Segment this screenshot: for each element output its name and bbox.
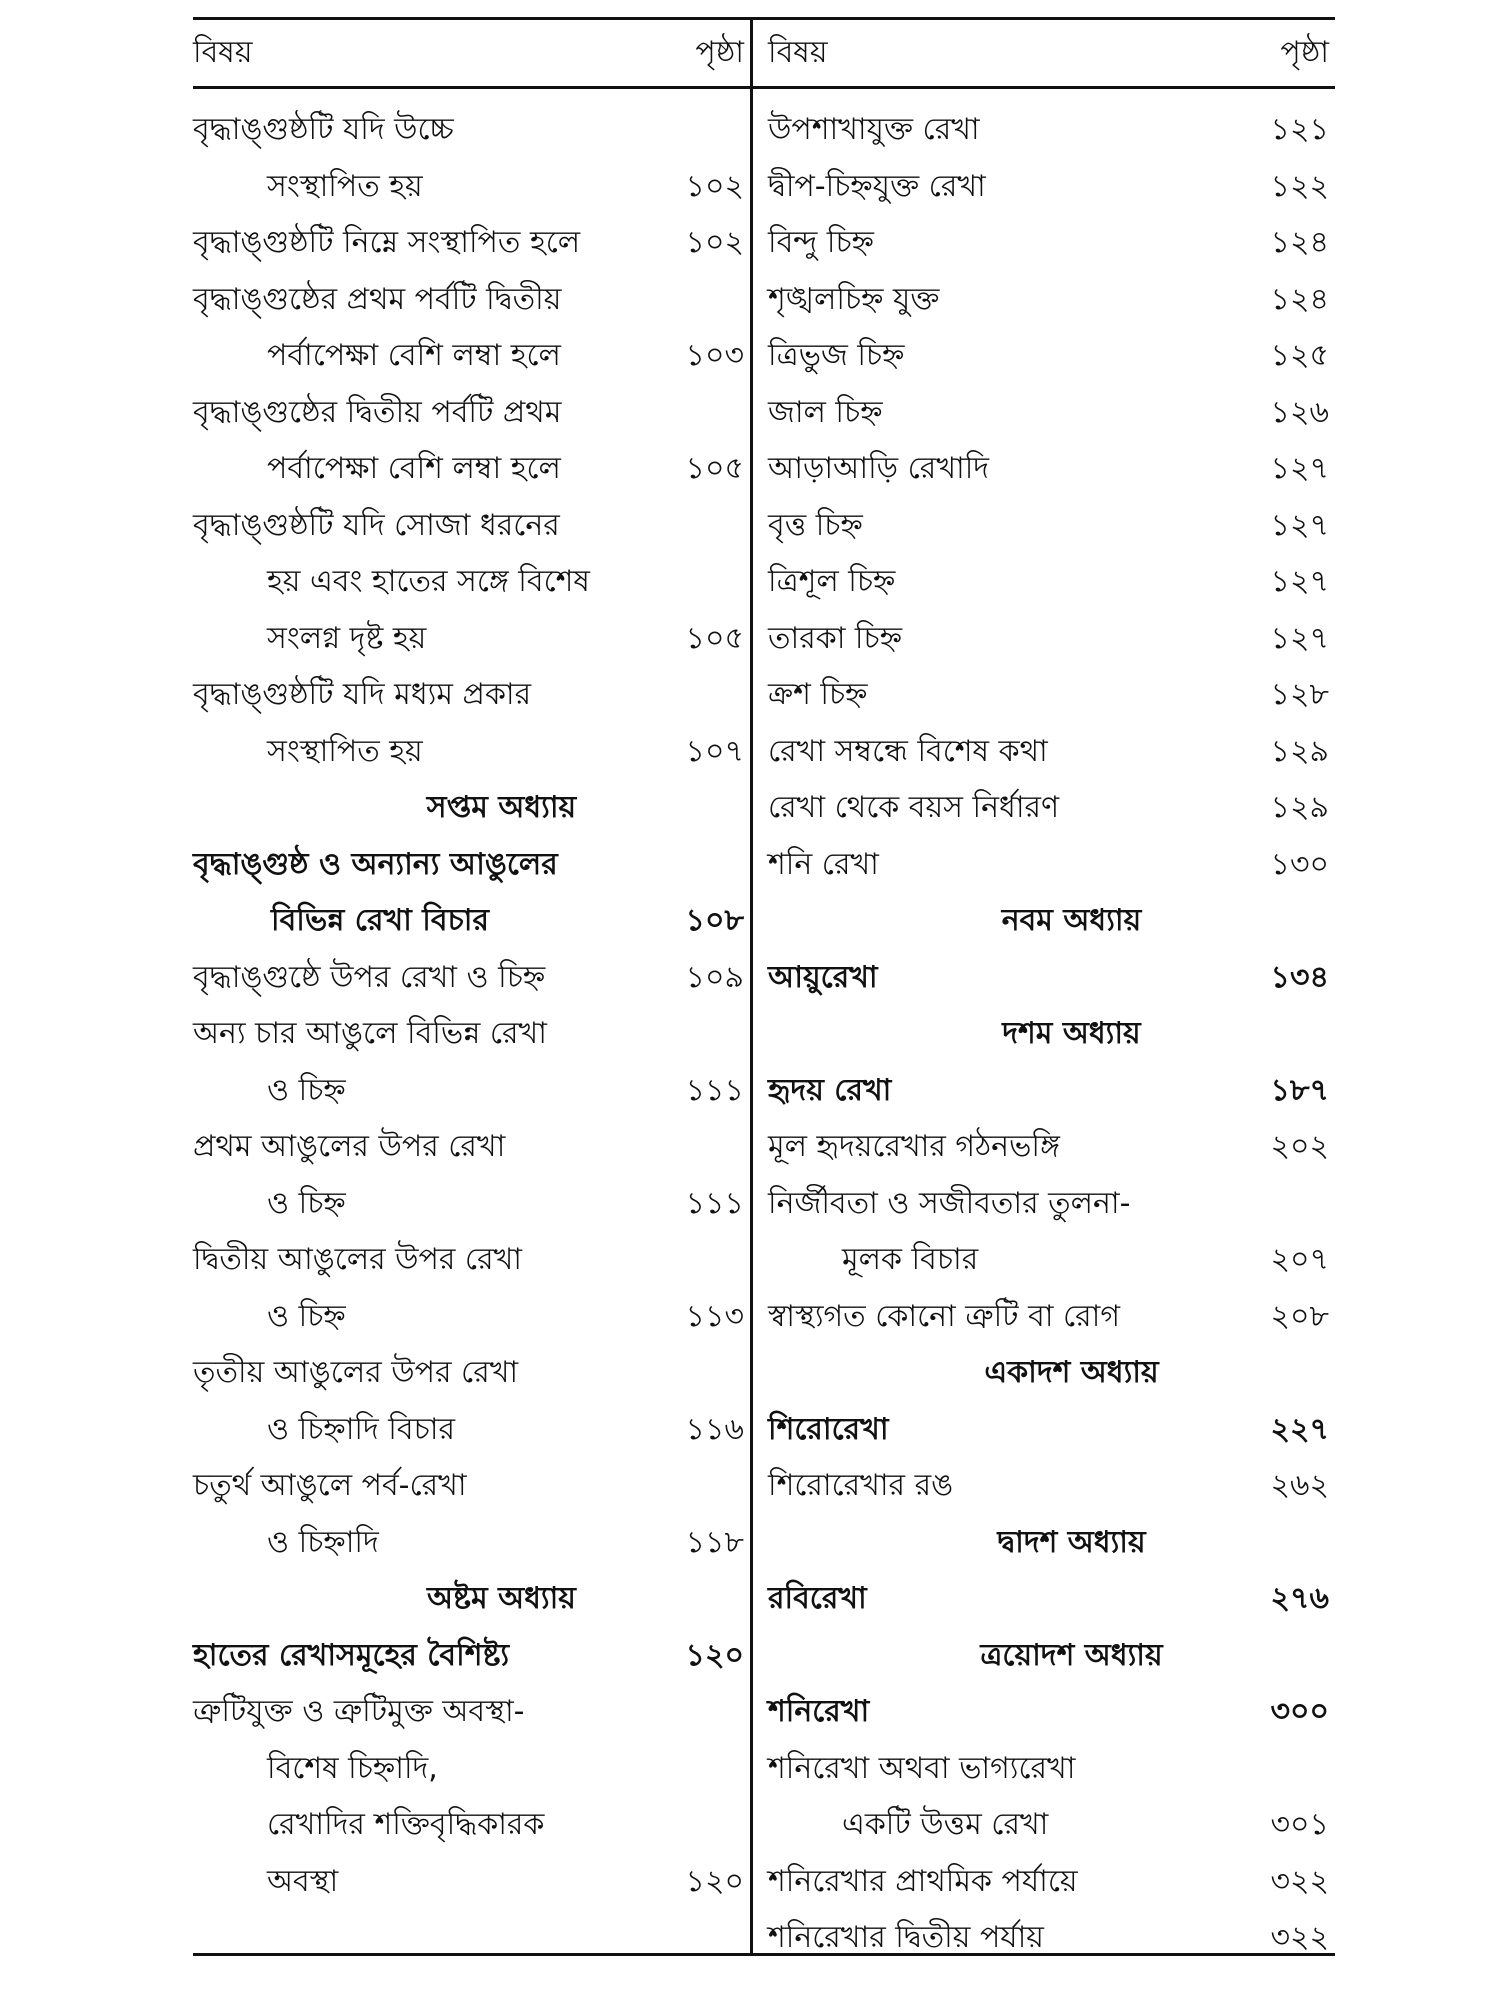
- toc-entry: [193, 1289, 750, 1346]
- entry-title: অন্য চার আঙুলে বিভিন্ন রেখা: [193, 1016, 547, 1051]
- entry-page-number: ২৬২: [1270, 1468, 1329, 1503]
- column-divider: [750, 17, 753, 1956]
- entry-title: রেখা সম্বন্ধে বিশেষ কথা: [768, 733, 1048, 769]
- toc-entry: [193, 1515, 750, 1572]
- entry-title: সংস্থাপিত হয়: [267, 733, 423, 769]
- entry-title: ও চিহ্ন: [267, 1298, 346, 1334]
- chapter-title: একাদশ অধ্যায়: [984, 1355, 1159, 1390]
- entry-title: দ্বিতীয় আঙুলের উপর রেখা: [193, 1242, 522, 1277]
- toc-entry: [768, 837, 1335, 894]
- toc-entry: [768, 724, 1335, 781]
- toc-right-column: [768, 0, 1335, 2000]
- entry-title: রেখাদির শক্তিবৃদ্ধিকারক: [267, 1807, 545, 1842]
- entry-title: মূলক বিচার: [842, 1242, 979, 1277]
- entry-page-number: ১২১: [1270, 112, 1329, 147]
- toc-entry: [193, 1402, 750, 1459]
- entry-page-number: ১১৮: [685, 1524, 744, 1560]
- toc-entry: [768, 667, 1335, 724]
- entry-title: তারকা চিহ্ন: [768, 620, 903, 656]
- left-entry-list: [193, 102, 750, 1910]
- toc-entry: [768, 1289, 1335, 1346]
- toc-entry: [768, 1232, 1335, 1289]
- toc-entry: [193, 385, 750, 442]
- right-entry-list: [768, 102, 1335, 1967]
- entry-page-number: ১২৭: [1270, 507, 1329, 543]
- toc-left-column: [193, 0, 750, 2000]
- entry-title: বৃদ্ধাঙ্গুষ্ঠটি নিম্নে সংস্থাপিত হলে: [193, 225, 581, 260]
- toc-entry: [768, 441, 1335, 498]
- entry-title: শনি রেখা: [768, 846, 879, 882]
- subject-heading: বিষয়: [768, 35, 828, 70]
- toc-entry: [193, 441, 750, 498]
- entry-page-number: ২২৭: [1270, 1411, 1329, 1447]
- entry-page-number: ১৩৪: [1270, 959, 1329, 995]
- entry-page-number: ১২৪: [1270, 281, 1329, 317]
- entry-title: বৃদ্ধাঙ্গুষ্ঠটি যদি উচ্চে: [193, 112, 454, 147]
- entry-title: বৃদ্ধাঙ্গুষ্ঠটি যদি মধ্যম প্রকার: [193, 677, 532, 712]
- toc-entry: [193, 554, 750, 611]
- entry-title: ক্রশ চিহ্ন: [768, 677, 868, 712]
- entry-page-number: ৩০০: [1270, 1694, 1329, 1729]
- entry-page-number: ২০৮: [1270, 1298, 1329, 1334]
- chapter-title: সপ্তম অধ্যায়: [426, 790, 577, 825]
- entry-page-number: ১০৩: [685, 338, 744, 373]
- entry-page-number: ১২৭: [1270, 564, 1329, 599]
- entry-page-number: ১০৫: [685, 620, 744, 656]
- chapter-title: দ্বাদশ অধ্যায়: [997, 1524, 1146, 1560]
- toc-entry: [768, 1458, 1335, 1515]
- toc-entry: [768, 1910, 1335, 1967]
- entry-page-number: ১২৪: [1270, 225, 1329, 260]
- chapter-heading: [768, 1345, 1335, 1402]
- entry-title: বিভিন্ন রেখা বিচার: [271, 903, 489, 938]
- toc-entry: [193, 1232, 750, 1289]
- entry-title: বৃত্ত চিহ্ন: [768, 507, 863, 543]
- toc-entry: [768, 102, 1335, 159]
- chapter-title: নবম অধ্যায়: [1001, 903, 1142, 938]
- entry-title: ও চিহ্নাদি বিচার: [267, 1411, 455, 1447]
- entry-title: শনিরেখার প্রাথমিক পর্যায়ে: [768, 1863, 1078, 1899]
- entry-title: বৃদ্ধাঙ্গুষ্ঠ ও অন্যান্য আঙুলের: [193, 846, 558, 882]
- entry-title: নির্জীবতা ও সজীবতার তুলনা-: [768, 1185, 1131, 1221]
- right-column-header: [768, 28, 1335, 78]
- toc-entry: [768, 1797, 1335, 1854]
- entry-title: সংলগ্ন দৃষ্ট হয়: [267, 620, 427, 656]
- entry-page-number: ১০২: [685, 168, 744, 204]
- entry-title: পর্বাপেক্ষা বেশি লম্বা হলে: [267, 451, 561, 486]
- chapter-heading: [193, 1571, 750, 1628]
- chapter-heading: [768, 1515, 1335, 1572]
- toc-entry: [193, 1458, 750, 1515]
- toc-entry: [193, 611, 750, 668]
- toc-entry: [193, 272, 750, 329]
- entry-title: ত্রুটিযুক্ত ও ত্রুটিমুক্ত অবস্থা-: [193, 1694, 525, 1729]
- entry-title: ও চিহ্নাদি: [267, 1524, 379, 1560]
- entry-page-number: ৩০১: [1270, 1807, 1329, 1842]
- entry-page-number: ১১৩: [685, 1298, 744, 1334]
- toc-entry: [193, 1176, 750, 1233]
- toc-entry: [768, 780, 1335, 837]
- entry-page-number: ১০৯: [685, 959, 744, 995]
- entry-title: দ্বীপ-চিহ্নযুক্ত রেখা: [768, 168, 986, 204]
- entry-page-number: ১২০: [685, 1637, 744, 1673]
- entry-title: জাল চিহ্ন: [768, 394, 883, 430]
- toc-entry: [768, 554, 1335, 611]
- entry-page-number: ১০৮: [685, 903, 744, 938]
- entry-page-number: ১০৫: [685, 451, 744, 486]
- toc-entry: [193, 1741, 750, 1798]
- toc-entry: [193, 1006, 750, 1063]
- toc-entry: [768, 385, 1335, 442]
- entry-title: শৃঙ্খলচিহ্ন যুক্ত: [768, 281, 940, 317]
- toc-entry: [768, 272, 1335, 329]
- entry-page-number: ২৭৬: [1270, 1581, 1329, 1616]
- toc-entry: [193, 215, 750, 272]
- entry-title: ও চিহ্ন: [267, 1185, 346, 1221]
- entry-title: বৃদ্ধাঙ্গুষ্ঠের দ্বিতীয় পর্বটি প্রথম: [193, 394, 562, 430]
- page-heading: পৃষ্ঠা: [695, 35, 744, 70]
- entry-page-number: ১২৮: [1270, 677, 1329, 712]
- toc-entry: [768, 1741, 1335, 1798]
- entry-page-number: ১২৭: [1270, 620, 1329, 656]
- entry-title: মূল হৃদয়রেখার গঠনভঙ্গি: [768, 1129, 1060, 1164]
- toc-entry: [193, 328, 750, 385]
- entry-title: আড়াআড়ি রেখাদি: [768, 451, 990, 486]
- toc-entry: [193, 1684, 750, 1741]
- toc-entry: [768, 1119, 1335, 1176]
- toc-entry: [768, 950, 1335, 1007]
- toc-entry: [193, 102, 750, 159]
- entry-page-number: ১২৭: [1270, 451, 1329, 486]
- entry-title: ও চিহ্ন: [267, 1072, 346, 1108]
- toc-entry: [193, 724, 750, 781]
- entry-title: সংস্থাপিত হয়: [267, 168, 423, 204]
- entry-title: হৃদয় রেখা: [768, 1072, 892, 1108]
- toc-entry: [193, 1854, 750, 1911]
- entry-page-number: ১১১: [685, 1185, 744, 1221]
- toc-entry: [193, 1063, 750, 1120]
- toc-entry: [193, 159, 750, 216]
- entry-title: রবিরেখা: [768, 1581, 867, 1616]
- toc-entry: [768, 1402, 1335, 1459]
- toc-entry: [768, 498, 1335, 555]
- entry-page-number: ১২৯: [1270, 733, 1329, 769]
- entry-title: প্রথম আঙুলের উপর রেখা: [193, 1129, 506, 1164]
- entry-title: উপশাখাযুক্ত রেখা: [768, 112, 980, 147]
- toc-entry: [768, 1176, 1335, 1233]
- chapter-heading: [768, 1628, 1335, 1685]
- chapter-title: ত্রয়োদশ অধ্যায়: [980, 1637, 1163, 1673]
- subject-heading: বিষয়: [193, 35, 253, 70]
- entry-page-number: ১১৬: [685, 1411, 744, 1447]
- entry-title: হয় এবং হাতের সঙ্গে বিশেষ: [267, 564, 590, 599]
- entry-page-number: ১২৫: [1270, 338, 1329, 373]
- chapter-heading: [768, 893, 1335, 950]
- entry-page-number: ৩২২: [1270, 1863, 1329, 1899]
- page-heading: পৃষ্ঠা: [1280, 35, 1329, 70]
- entry-title: বিন্দু চিহ্ন: [768, 225, 874, 260]
- entry-page-number: ২০৭: [1270, 1242, 1329, 1277]
- toc-entry: [768, 159, 1335, 216]
- chapter-title: অষ্টম অধ্যায়: [427, 1581, 576, 1616]
- entry-title: ত্রিশূল চিহ্ন: [768, 564, 896, 599]
- entry-title: একটি উত্তম রেখা: [842, 1807, 1049, 1842]
- toc-entry: [193, 1797, 750, 1854]
- entry-title: বৃদ্ধাঙ্গুষ্ঠে উপর রেখা ও চিহ্ন: [193, 959, 546, 995]
- entry-page-number: ১২৯: [1270, 790, 1329, 825]
- entry-title: ত্রিভুজ চিহ্ন: [768, 338, 905, 373]
- entry-page-number: ১২০: [685, 1863, 744, 1899]
- entry-title: শিরোরেখার রঙ: [768, 1468, 954, 1503]
- entry-title: তৃতীয় আঙুলের উপর রেখা: [193, 1355, 519, 1390]
- entry-page-number: ১০২: [685, 225, 744, 260]
- toc-entry: [768, 328, 1335, 385]
- chapter-heading: [193, 780, 750, 837]
- entry-title: বৃদ্ধাঙ্গুষ্ঠটি যদি সোজা ধরনের: [193, 507, 560, 543]
- left-column-header: [193, 28, 750, 78]
- toc-entry: [193, 667, 750, 724]
- entry-page-number: ১২৬: [1270, 394, 1329, 430]
- entry-title: পর্বাপেক্ষা বেশি লম্বা হলে: [267, 338, 561, 373]
- toc-entry: [768, 611, 1335, 668]
- entry-page-number: ১৩০: [1270, 846, 1329, 882]
- toc-entry: [768, 1063, 1335, 1120]
- toc-entry: [193, 1119, 750, 1176]
- entry-page-number: ১২২: [1270, 168, 1329, 204]
- toc-entry: [768, 1571, 1335, 1628]
- entry-page-number: ১০৭: [685, 733, 744, 769]
- entry-title: শনিরেখা: [768, 1694, 870, 1729]
- entry-title: হাতের রেখাসমূহের বৈশিষ্ট্য: [193, 1637, 510, 1673]
- entry-title: শনিরেখার দ্বিতীয় পর্যায়: [768, 1920, 1044, 1955]
- entry-title: শনিরেখা অথবা ভাগ্যরেখা: [768, 1750, 1076, 1786]
- entry-title: বৃদ্ধাঙ্গুষ্ঠের প্রথম পর্বটি দ্বিতীয়: [193, 281, 562, 317]
- toc-entry: [768, 215, 1335, 272]
- toc-entry: [768, 1684, 1335, 1741]
- toc-entry: [193, 950, 750, 1007]
- entry-title: অবস্থা: [267, 1863, 339, 1899]
- toc-entry: [768, 1854, 1335, 1911]
- entry-title: আয়ুরেখা: [768, 959, 878, 995]
- toc-entry: [193, 498, 750, 555]
- toc-entry: [193, 893, 750, 950]
- entry-title: রেখা থেকে বয়স নির্ধারণ: [768, 790, 1060, 825]
- entry-title: শিরোরেখা: [768, 1411, 889, 1447]
- entry-title: চতুর্থ আঙুলে পর্ব-রেখা: [193, 1468, 467, 1503]
- entry-title: স্বাস্থ্যগত কোনো ত্রুটি বা রোগ: [768, 1298, 1121, 1334]
- entry-page-number: ১১১: [685, 1072, 744, 1108]
- entry-title: বিশেষ চিহ্নাদি,: [267, 1750, 438, 1786]
- chapter-title: দশম অধ্যায়: [1002, 1016, 1141, 1051]
- toc-entry: [193, 1345, 750, 1402]
- entry-page-number: ২০২: [1270, 1129, 1329, 1164]
- chapter-heading: [768, 1006, 1335, 1063]
- toc-entry: [193, 837, 750, 894]
- entry-page-number: ১৮৭: [1270, 1072, 1329, 1108]
- entry-page-number: ৩২২: [1270, 1920, 1329, 1955]
- toc-entry: [193, 1628, 750, 1685]
